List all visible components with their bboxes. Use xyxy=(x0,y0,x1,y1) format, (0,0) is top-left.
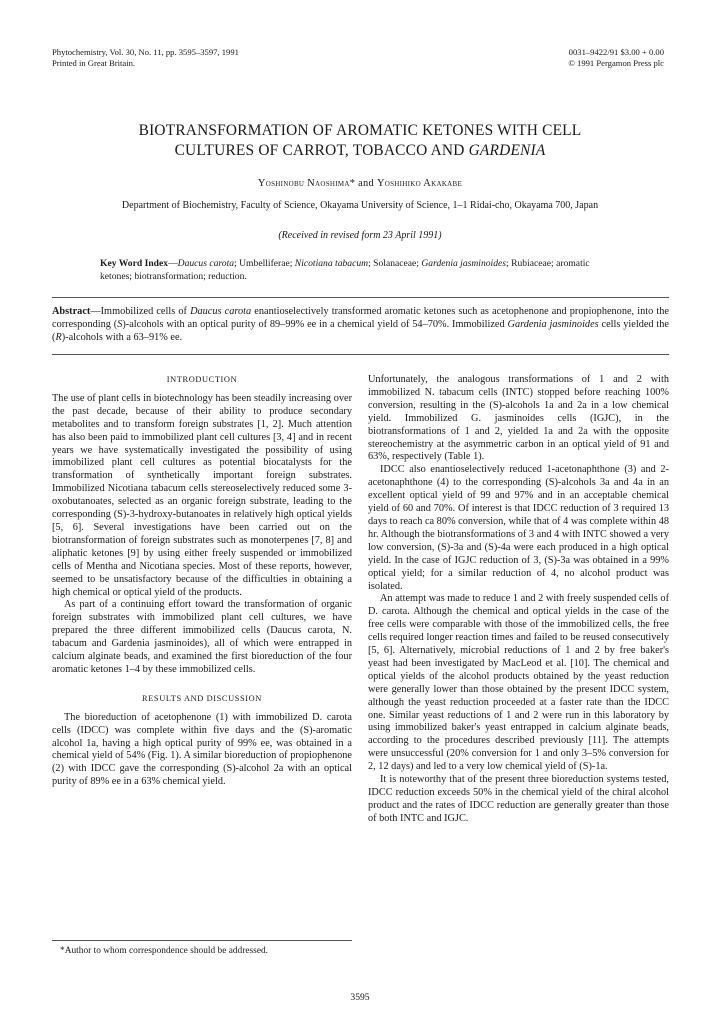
keywords xyxy=(100,257,618,283)
keywords-label: Key Word Index xyxy=(100,258,169,269)
abstract-text: S xyxy=(117,319,123,330)
footnote: *Author to whom correspondence should be addressed. xyxy=(60,946,269,956)
abstract-text: —Immobilized cells of xyxy=(90,306,191,317)
abstract-label: Abstract xyxy=(52,306,91,317)
abstract-text: Daucus carota xyxy=(190,306,252,317)
intro-paragraph-1: The use of plant cells in biotechnology has been steadily increasing over the past decade, because of their ability to produce secondary metabolites and to transform foreign substrates [1, 2]. Much attention has also been paid to immobilized plant cell cultures [3, 4] and in recent years we have systematically investigated the possibility of using immobilized plant cell cultures as potential biocatalysts for the transformation of synthetically important foreign substrates. Immobilized Nicotiana tabacum cells stereoselectively reduced some 3-oxobutanoates, selected as an organic foreign substrate, leading to the corresponding (S)-3-hydroxy-butanoates in relatively high optical yields [5, 6]. Several investigations have been carried out on the biotransformation of foreign substrates such as monoterpenes [7, 8] and aliphatic ketones [9] by using either freely suspended or immobilized cells of Mentha and Nicotiana species. Most of these reports, however, seemed to be unsatisfactory because of the difficulties in obtaining a high chemical or optical yield of the products. xyxy=(52,392,352,598)
received-date: (Received in revised form 23 April 1991) xyxy=(278,230,442,241)
abstract-text: R xyxy=(55,332,62,343)
kw-text: Nicotiana tabacum xyxy=(294,258,369,269)
journal-line: Phytochemistry, Vol. 30, No. 11, pp. 3595–3597, 1991 xyxy=(52,47,239,57)
author-2: Yoshihiko Akakabe xyxy=(376,178,463,189)
authors xyxy=(40,178,680,189)
kw-text: — xyxy=(168,258,178,269)
abstract xyxy=(52,305,669,344)
left-column xyxy=(52,374,352,789)
section-heading-results: RESULTS AND DISCUSSION xyxy=(142,693,262,703)
abstract-text: )-alcohols with an optical purity of 89–99% ee in a chemical yield of 54–70%. Immobilized xyxy=(122,319,508,330)
kw-text: Daucus carota xyxy=(177,258,235,269)
title-text: CULTURES OF CARROT, TOBACCO AND xyxy=(174,142,469,159)
abstract-text: )-alcohols with a 63–91% ee. xyxy=(61,332,183,343)
abstract-bottom-rule xyxy=(52,354,669,355)
section-heading-introduction: INTRODUCTION xyxy=(166,375,238,384)
results-paragraph-4: An attempt was made to reduce 1 and 2 with freely suspended cells of D. carota. Although the chemical and optical yields in the case of the free cells were comparable with those of the immobilized cells, the free cells required longer reaction times and failed to be reused consecutively [5, 6]. Alternatively, microbial reductions of 1 and 2 by free baker's yeast had been investigated by MacLeod et al. [10]. The chemical and optical yields of the alcohol products obtained by the yeast reduction were generally lower than those obtained by the present IDCC system, although the yeast reduction proceeded at a faster rate than the IDCC one. Similar yeast reductions of 1 and 2 were run in this laboratory by using immobilized baker's yeast entrapped in calcium alginate beads, according to the procedures described previously [11]. The attempts were unsuccessful (20% conversion for 1 and only 3–5% conversion for 2, 12 days) and led to a very low chemical yield of (S)-1a. xyxy=(368,593,669,773)
issn-line: 0031–9422/91 $3.00 + 0.00 xyxy=(568,47,664,57)
affiliation: Department of Biochemistry, Faculty of Science, Okayama University of Science, 1–1 Ridai-cho, Okayama 700, Japan xyxy=(121,200,599,211)
page-number: 3595 xyxy=(350,992,370,1003)
results-paragraph-2: Unfortunately, the analogous transformations of 1 and 2 with immobilized N. tabacum cells (INTC) stopped before reaching 100% conversion, resulting in the (S)-alcohols 1a and 2a in a low chemical yield. Immobilized G. jasminoides cells (IGJC), in the biotransformations of 1 and 2, yielded 1a and 2a with the opposite stereochemistry at the asymmetric carbon in an optical yield of 91 and 63%, respectively (Table 1). xyxy=(368,374,669,463)
journal-citation xyxy=(52,47,239,69)
results-paragraph-1: The bioreduction of acetophenone (1) with immobilized D. carota cells (IDCC) was complete within five days and the (S)-aromatic alcohol 1a, having a high optical purity of 99% ee, was obtained in a chemical yield of 54% (Fig. 1). A similar bioreduction of propiophenone (2) with IDCC gave the corresponding (S)-alcohol 2a with an optical purity of 89% ee in a 63% chemical yield. xyxy=(52,711,352,788)
kw-text: ; Solanaceae; xyxy=(368,258,422,269)
kw-text: Gardenia jasminoides xyxy=(421,258,507,269)
intro-paragraph-2: As part of a continuing effort toward the transformation of organic foreign substrates with immobilized plant cell cultures, we have prepared the three different immobilized cells (Daucus carota, N. tabacum and Gardenia jasminoides), all of which were entrapped in calcium alginate beads, and examined the first bioreduction of the four aromatic ketones 1–4 by these immobilized cells. xyxy=(52,599,352,675)
abstract-text: cells yielded the ( xyxy=(52,319,670,343)
kw-text: ; Rubiaceae; aromatic ketones; biotransformation; reduction. xyxy=(100,258,590,282)
printed-line: Printed in Great Britain. xyxy=(52,58,136,68)
kw-text: ; Umbelliferae; xyxy=(234,258,295,269)
copyright-line: © 1991 Pergamon Press plc xyxy=(568,58,664,68)
results-paragraph-5: It is noteworthy that of the present three bioreduction systems tested, IDCC reduction exceeds 50% in the chemical yield of the chiral alcohol product and the rates of IDCC reduction are generally greater than those of both INTC and IGJC. xyxy=(368,774,669,824)
abstract-top-rule xyxy=(52,297,669,298)
title-line-2 xyxy=(40,141,680,161)
footnote-rule xyxy=(52,940,352,941)
author-1: Yoshinobu Naoshima* xyxy=(257,178,356,189)
results-paragraph-3: IDCC also enantioselectively reduced 1-acetonaphthone (3) and 2-acetonaphthone (4) to the corresponding (S)-alcohols 3a and 4a in an excellent optical yield of 99 and 97% and in an acceptable chemical yield of 60 and 70%. Of interest is that IDCC reduction of 3 required 13 days to reach ca 80% conversion, while that of 4 was complete within 48 hr. Although the biotransformations of 3 and 4 with INTC showed a very low conversion, (S)-3a and (S)-4a were each produced in a high optical yield. In the case of IGJC reduction of 3, (S)-3a was obtained in a 99% optical yield; for a similar reduction of 4, no alcohol product was isolated. xyxy=(368,464,669,592)
journal-code xyxy=(568,47,664,69)
abstract-text: Gardenia jasminoides xyxy=(507,319,599,330)
title-genus: GARDENIA xyxy=(468,142,546,159)
author-join: and xyxy=(355,178,377,189)
title-line-1: BIOTRANSFORMATION OF AROMATIC KETONES WITH CELL xyxy=(138,122,582,139)
right-column xyxy=(368,374,669,826)
abstract-text: enantioselectively transformed aromatic ketones such as acetophenone and propiophenone, into the corresponding ( xyxy=(52,306,669,330)
article-title xyxy=(40,121,680,161)
